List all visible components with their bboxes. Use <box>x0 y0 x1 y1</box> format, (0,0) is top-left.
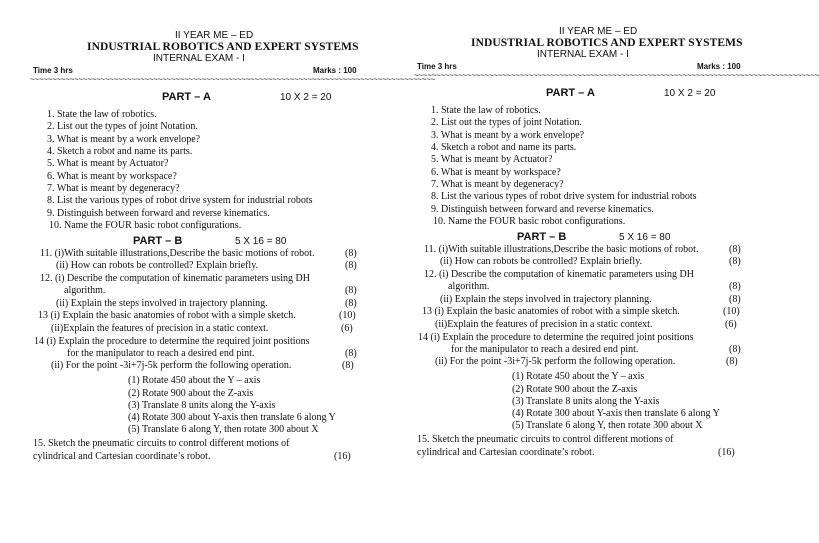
question-marks: (6) <box>341 323 353 334</box>
question-marks: (8) <box>342 360 354 371</box>
part-b-question-line: (ii) Explain the steps involved in trajectory planning. <box>56 298 268 309</box>
question-marks: (16) <box>718 447 735 458</box>
part-b-question-line: (ii)Explain the features of precision in a static context. <box>51 323 269 334</box>
part-a-question: 4. Sketch a robot and name its parts. <box>47 146 193 158</box>
part-a-question: 5. What is meant by Actuator? <box>431 154 553 166</box>
part-b-question-line: (5) Translate 6 along Y, then rotate 300 about X <box>128 424 319 435</box>
part-b-question-line: (ii) For the point -3i+7j-5k perform the following operation. <box>51 360 292 371</box>
part-a-title: PART – A <box>546 87 595 99</box>
header-divider: ~~~~~~~~~~~~~~~~~~~~~~~~~~~~~~~~~~~~~~~~~~~~~~~~~~~~~~~~~~~~~~~~~~~~~~~~~~~~~~~~~~~~~~~~~~~~ <box>414 72 819 81</box>
part-a-question: 5. What is meant by Actuator? <box>47 158 169 170</box>
part-a-question: 9. Distinguish between forward and reverse kinematics. <box>431 203 654 215</box>
exam-duration: Time 3 hrs <box>417 62 457 71</box>
part-a-question: 3. What is meant by a work envelope? <box>47 133 201 145</box>
part-b-question-line: algorithm. <box>64 285 106 296</box>
subject-title: INDUSTRIAL ROBOTICS AND EXPERT SYSTEMS <box>471 37 743 49</box>
part-b-title: PART – B <box>133 235 183 247</box>
question-marks: (8) <box>729 344 741 355</box>
part-b-question-line: 11. (i)With suitable illustrations,Describe the basic motions of robot. <box>424 244 699 255</box>
part-b-question-line: cylindrical and Cartesian coordinate’s robot. <box>417 447 595 458</box>
part-b-question-line: cylindrical and Cartesian coordinate’s robot. <box>33 451 211 462</box>
course-year: II YEAR ME – ED <box>175 30 254 41</box>
part-b-question-line: 12. (i) Describe the computation of kinematic parameters using DH <box>40 273 310 284</box>
part-b-question-line: (2) Rotate 900 about the Z-axis <box>128 388 254 399</box>
part-a-question: 3. What is meant by a work envelope? <box>431 129 585 141</box>
part-a-question: 9. Distinguish between forward and reverse kinematics. <box>47 207 270 219</box>
exam-duration: Time 3 hrs <box>33 66 73 75</box>
part-a-question: 10. Name the FOUR basic robot configurations. <box>49 220 242 232</box>
part-b-question-line: 15. Sketch the pneumatic circuits to control different motions of <box>33 438 290 449</box>
exam-paper-right <box>384 0 819 543</box>
part-b-question-line: for the manipulator to reach a desired end pint. <box>451 344 639 355</box>
part-b-question-line: (ii)Explain the features of precision in a static context. <box>435 319 653 330</box>
part-b-question-line: (ii) How can robots be controlled? Explain briefly. <box>440 256 643 267</box>
part-a-question: 8. List the various types of robot drive system for industrial robots <box>47 195 313 207</box>
part-b-question-line: algorithm. <box>448 281 490 292</box>
part-b-marks: 5 X 16 = 80 <box>619 232 671 243</box>
question-marks: (8) <box>729 294 741 305</box>
part-b-question-line: 13 (i) Explain the basic anatomies of robot with a simple sketch. <box>422 306 680 317</box>
exam-title: INTERNAL EXAM - I <box>153 53 245 64</box>
part-a-question: 10. Name the FOUR basic robot configurations. <box>433 216 626 228</box>
part-a-question: 2. List out the types of joint Notation. <box>431 117 582 129</box>
part-b-question-line: (5) Translate 6 along Y, then rotate 300 about X <box>512 420 703 431</box>
question-marks: (8) <box>345 248 357 259</box>
part-a-marks: 10 X 2 = 20 <box>280 92 332 103</box>
question-marks: (8) <box>729 281 741 292</box>
part-a-title: PART – A <box>162 91 211 103</box>
question-marks: (8) <box>345 298 357 309</box>
question-marks: (8) <box>726 356 738 367</box>
part-a-marks: 10 X 2 = 20 <box>664 88 716 99</box>
question-marks: (8) <box>345 285 357 296</box>
header-divider: ~~~~~~~~~~~~~~~~~~~~~~~~~~~~~~~~~~~~~~~~~~~~~~~~~~~~~~~~~~~~~~~~~~~~~~~~~~~~~~~~~~~~~~~~~~~~ <box>30 76 435 85</box>
part-a-question: 8. List the various types of robot drive system for industrial robots <box>431 191 697 203</box>
part-a-question: 6. What is meant by workspace? <box>47 170 177 182</box>
part-b-question-line: 12. (i) Describe the computation of kinematic parameters using DH <box>424 269 694 280</box>
part-a-question: 2. List out the types of joint Notation. <box>47 121 198 133</box>
part-b-question-line: (4) Rotate 300 about Y-axis then translate 6 along Y <box>128 412 336 423</box>
part-b-question-line: for the manipulator to reach a desired end pint. <box>67 348 255 359</box>
part-b-question-line: (1) Rotate 450 about the Y – axis <box>512 371 645 382</box>
part-a-question: 7. What is meant by degeneracy? <box>431 179 564 191</box>
question-marks: (10) <box>339 310 356 321</box>
part-b-question-line: 15. Sketch the pneumatic circuits to control different motions of <box>417 434 674 445</box>
part-b-question-line: (3) Translate 8 units along the Y-axis <box>512 396 660 407</box>
part-a-question: 1. State the law of robotics. <box>431 105 541 116</box>
question-marks: (8) <box>345 348 357 359</box>
max-marks: Marks : 100 <box>313 66 357 75</box>
part-b-question-line: (4) Rotate 300 about Y-axis then translate 6 along Y <box>512 408 720 419</box>
part-b-question-line: (ii) For the point -3i+7j-5k perform the following operation. <box>435 356 676 367</box>
subject-title: INDUSTRIAL ROBOTICS AND EXPERT SYSTEMS <box>87 41 359 53</box>
part-b-question-line: (1) Rotate 450 about the Y – axis <box>128 375 261 386</box>
part-a-question: 7. What is meant by degeneracy? <box>47 183 180 195</box>
part-a-question: 4. Sketch a robot and name its parts. <box>431 142 577 154</box>
part-b-question-line: (ii) Explain the steps involved in trajectory planning. <box>440 294 652 305</box>
part-b-question-line: 11. (i)With suitable illustrations,Describe the basic motions of robot. <box>40 248 315 259</box>
course-year: II YEAR ME – ED <box>559 26 638 37</box>
max-marks: Marks : 100 <box>697 62 741 71</box>
question-marks: (6) <box>725 319 737 330</box>
question-marks: (10) <box>723 306 740 317</box>
question-marks: (8) <box>729 256 741 267</box>
question-marks: (8) <box>345 260 357 271</box>
part-a-question: 1. State the law of robotics. <box>47 109 157 120</box>
question-marks: (16) <box>334 451 351 462</box>
part-b-question-line: 14 (i) Explain the procedure to determine the required joint positions <box>34 336 310 347</box>
question-marks: (8) <box>729 244 741 255</box>
part-b-question-line: (ii) How can robots be controlled? Explain briefly. <box>56 260 259 271</box>
part-b-question-line: (3) Translate 8 units along the Y-axis <box>128 400 276 411</box>
part-b-question-line: (2) Rotate 900 about the Z-axis <box>512 384 638 395</box>
part-b-title: PART – B <box>517 231 567 243</box>
part-b-question-line: 13 (i) Explain the basic anatomies of robot with a simple sketch. <box>38 310 296 321</box>
part-a-question: 6. What is meant by workspace? <box>431 166 561 178</box>
exam-title: INTERNAL EXAM - I <box>537 49 629 60</box>
part-b-marks: 5 X 16 = 80 <box>235 236 287 247</box>
part-b-question-line: 14 (i) Explain the procedure to determine the required joint positions <box>418 332 694 343</box>
